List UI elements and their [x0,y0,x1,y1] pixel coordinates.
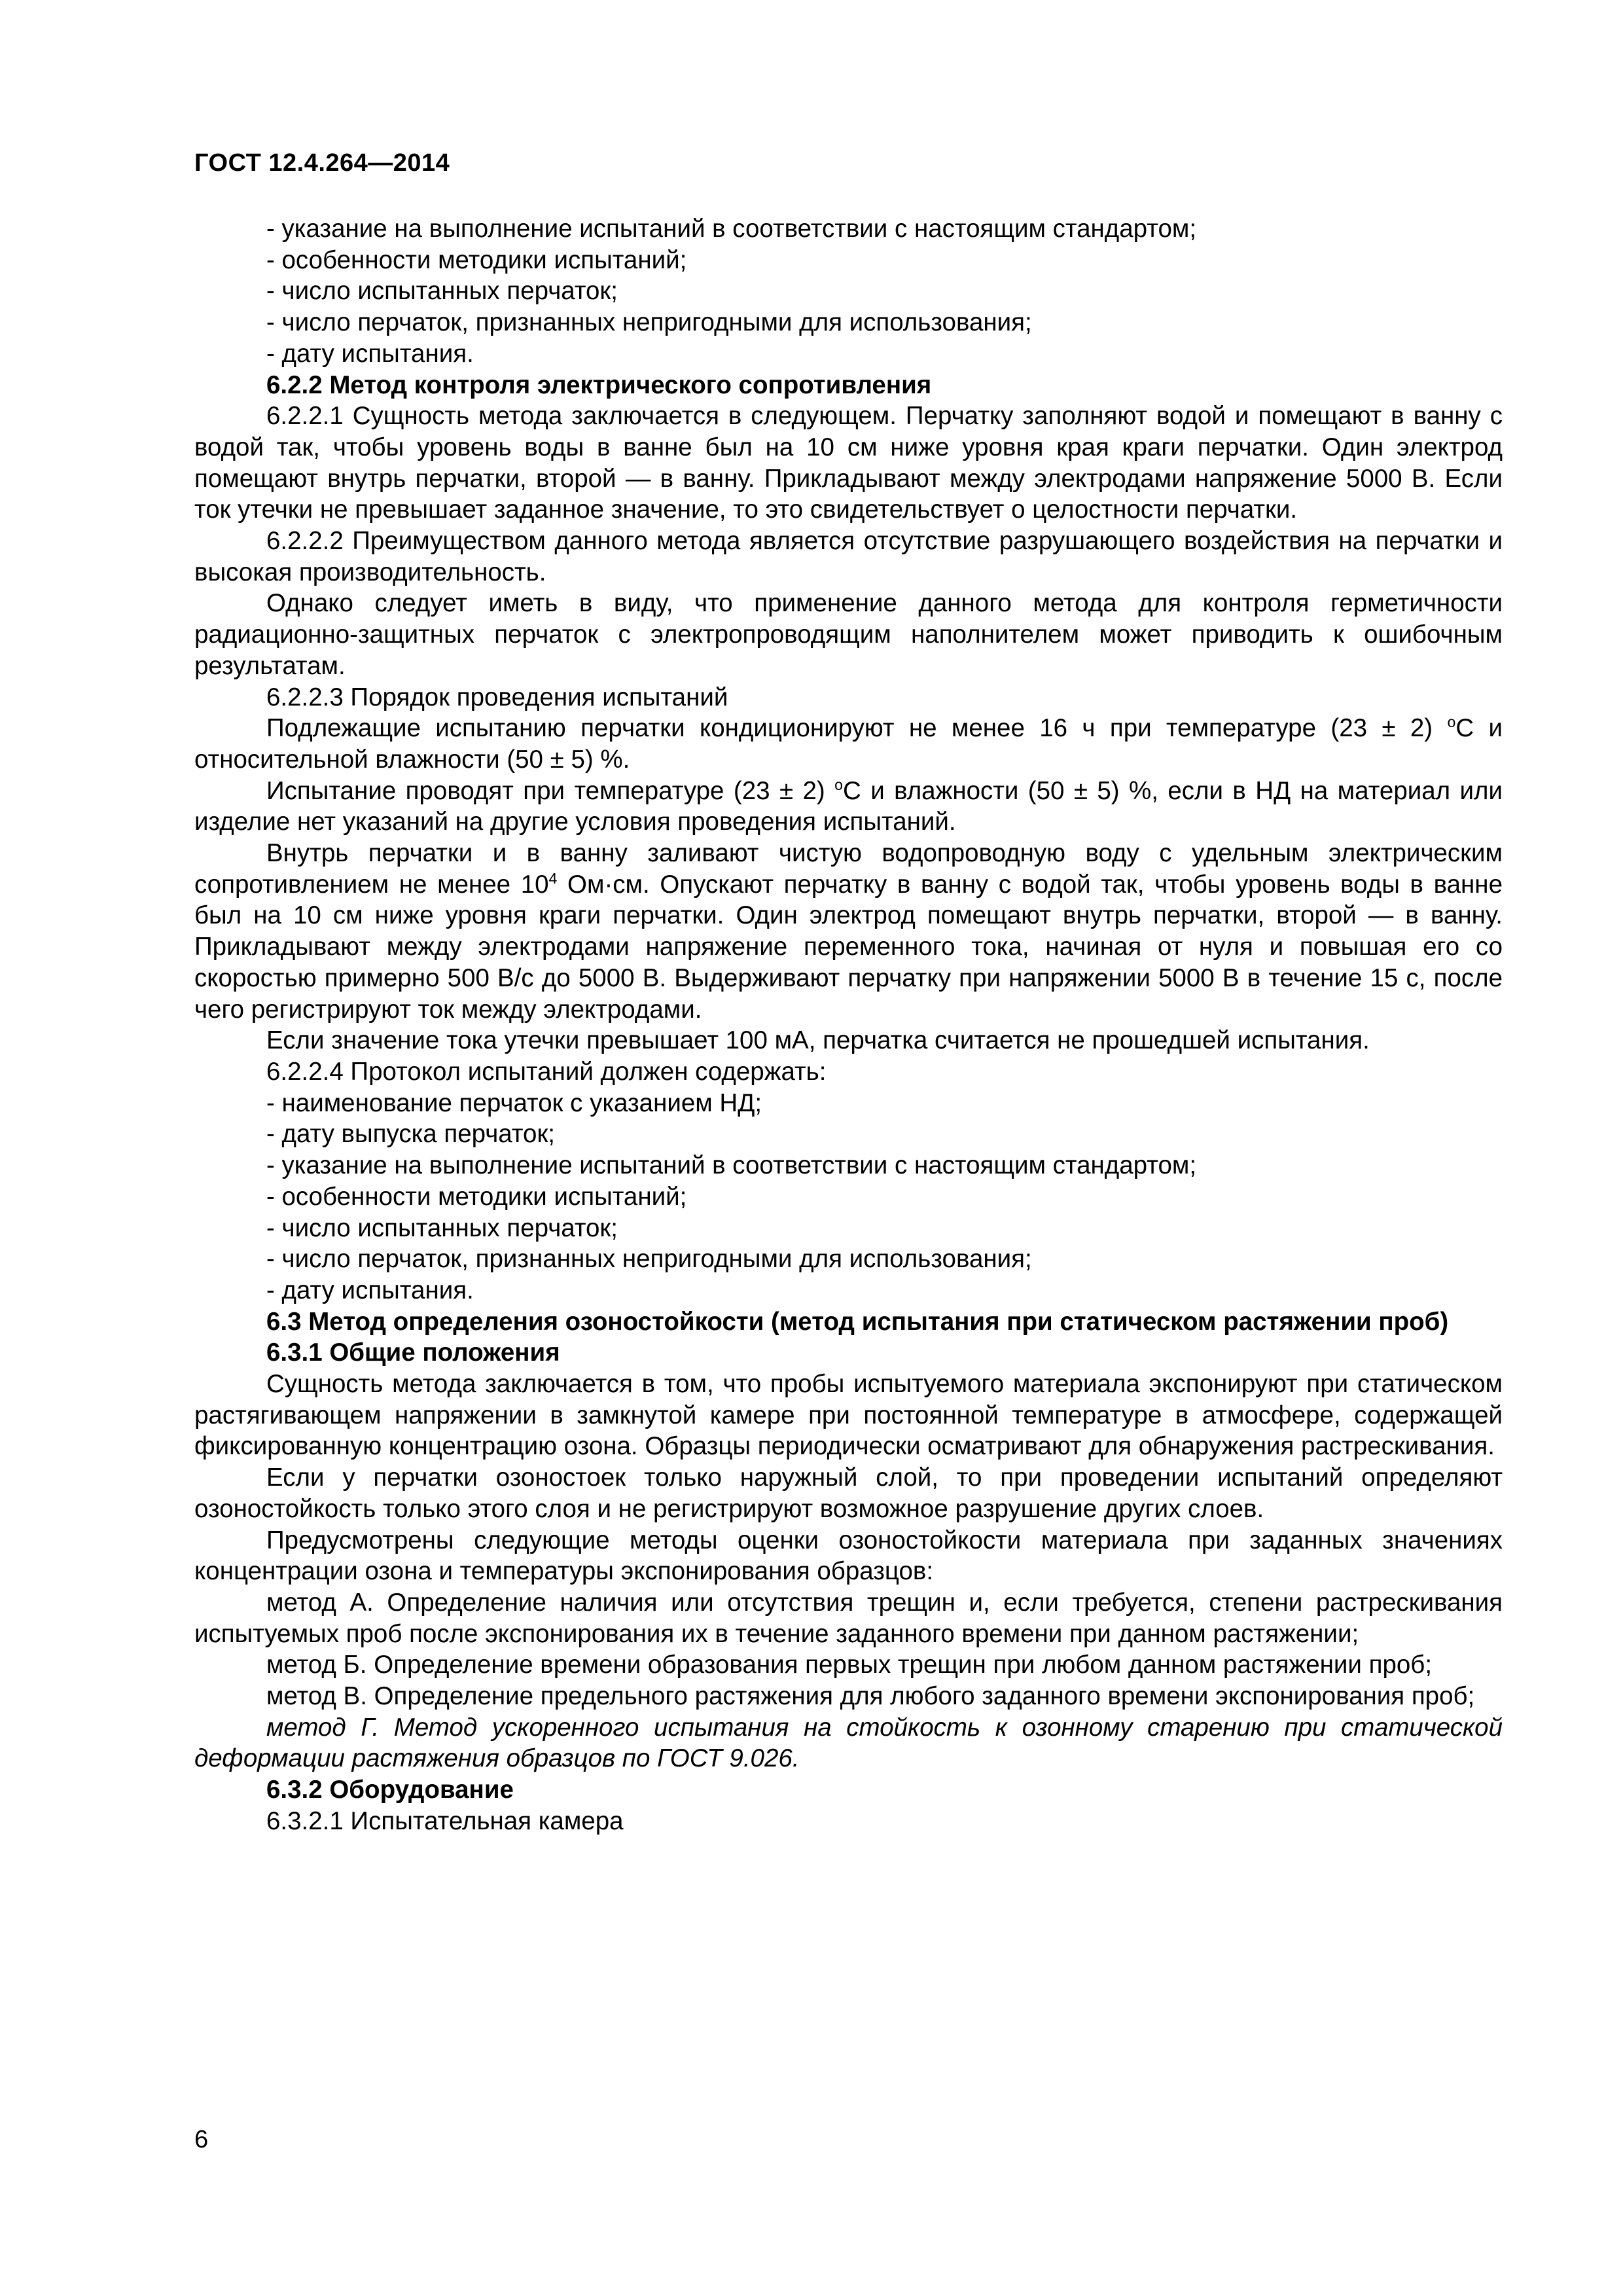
section-heading: 6.3.2 Оборудование [266,1776,514,1804]
paragraph: - дату испытания. [266,339,474,368]
section-heading: 6.3 Метод определения озоностойкости (метод испытания при статическом растяжении проб) [266,1307,1449,1336]
paragraph: - число перчаток, признанных непригодными для использования; [266,1245,1032,1274]
italic-paragraph: метод Г. Метод ускоренного испытания на стойкость к озонному старению при статической деформации растяжения образцов по ГОСТ 9.026. [194,1713,1503,1773]
paragraph: - число испытанных перчаток; [266,1213,618,1242]
paragraph: Сущность метода заключается в том, что пробы испытуемого материала экспонируют при статическом растягивающем напряжении в замкнутой камере при постоянной температуре в атмосфере, содержащей фиксированную концентрацию озона. Образцы периодически осматривают для обнаружения растрескивания. [194,1370,1503,1461]
paragraph: Если у перчатки озоностоек только наружный слой, то при проведении испытаний определяют озоностойкость только этого слоя и не регистрируют возможное разрушение других слоев. [194,1463,1503,1523]
paragraph: 6.3.2.1 Испытательная камера [266,1806,624,1835]
paragraph: - указание на выполнение испытаний в соответствии с настоящим стандартом; [266,1151,1197,1180]
paragraph: 6.2.2.1 Сущность метода заключается в следующем. Перчатку заполняют водой и помещают в ванну с водой так, чтобы уровень воды в ванне был на 10 см ниже уровня края краги перчатки. Один электрод помещают внутрь перчатки, второй — в ванну. Прикладывают между электродами напряжение 5000 В. Если ток утечки не превышает заданное значение, то это свидетельствует о целостности перчатки. [194,402,1503,524]
paragraph: - указание на выполнение испытаний в соответствии с настоящим стандартом; [266,215,1197,243]
paragraph: - особенности методики испытаний; [266,245,687,274]
page-number: 6 [194,2126,209,2153]
paragraph: - число перчаток, признанных непригодными для использования; [266,308,1032,337]
paragraph: Если значение тока утечки превышает 100 мА, перчатка считается не прошедшей испытания. [266,1026,1370,1055]
paragraph: Внутрь перчатки и в ванну заливают чистую водопроводную воду с удельным электрическим сопротивлением не менее $10^4$ Ом·см. Опускают перчатку в ванну с водой так, чтобы уровень воды в ванне был на 10 см ниже уровня краги перчатки. Один электрод помещают внутрь перчатки, второй — в ванну. Прикладывают между электродами напряжение переменного тока, начиная от нуля и повышая его со скоростью примерно 500 В/с до 5000 В. Выдерживают перчатку при напряжении 5000 В в течение 15 с, после чего регистрируют ток между электродами. [194,839,1503,1024]
paragraph: - дату испытания. [266,1276,474,1304]
document-header-code: ГОСТ 12.4.264—2014 [194,149,450,177]
paragraph: Предусмотрены следующие методы оценки озоностойкости материала при заданных значениях концентрации озона и температуры экспонирования образцов: [194,1526,1503,1586]
paragraph: 6.2.2.4 Протокол испытаний должен содержать: [266,1057,827,1086]
paragraph: Однако следует иметь в виду, что применение данного метода для контроля герметичности радиационно-защитных перчаток с электропроводящим наполнителем может приводить к ошибочным результатам. [194,589,1503,680]
paragraph: - наименование перчаток с указанием НД; [266,1088,762,1117]
superscript: o [834,776,843,793]
paragraph: метод Б. Определение времени образования первых трещин при любом данном растяжении проб; [266,1651,1433,1679]
paragraph: - дату выпуска перчаток; [266,1120,556,1149]
paragraph: Подлежащие испытанию перчатки кондиционируют не менее 16 ч при температуре (23 ± 2) $^o$С и относительной влажности (50 ± 5) %. [194,713,1503,774]
document-body [194,213,1503,1837]
paragraph: - число испытанных перчаток; [266,277,618,306]
paragraph: - особенности методики испытаний; [266,1182,687,1211]
section-heading: 6.2.2 Метод контроля электрического сопротивления [266,370,932,399]
section-heading: 6.3.1 Общие положения [266,1338,560,1367]
paragraph: 6.2.2.2 Преимуществом данного метода является отсутствие разрушающего воздействия на перчатки и высокая производительность. [194,527,1503,586]
paragraph: 6.2.2.3 Порядок проведения испытаний [266,683,728,711]
paragraph: метод В. Определение предельного растяжения для любого заданного времени экспонирования проб; [266,1682,1475,1711]
superscript: o [1447,713,1456,731]
paragraph: Испытание проводят при температуре (23 ± 2) $^o$С и влажности (50 ± 5) %, если в НД на материал или изделие нет указаний на другие условия проведения испытаний. [194,776,1503,836]
paragraph: метод А. Определение наличия или отсутствия трещин и, если требуется, степени растрескивания испытуемых проб после экспонирования их в течение заданного времени при данном растяжении; [194,1588,1503,1648]
superscript: 4 [548,869,558,887]
